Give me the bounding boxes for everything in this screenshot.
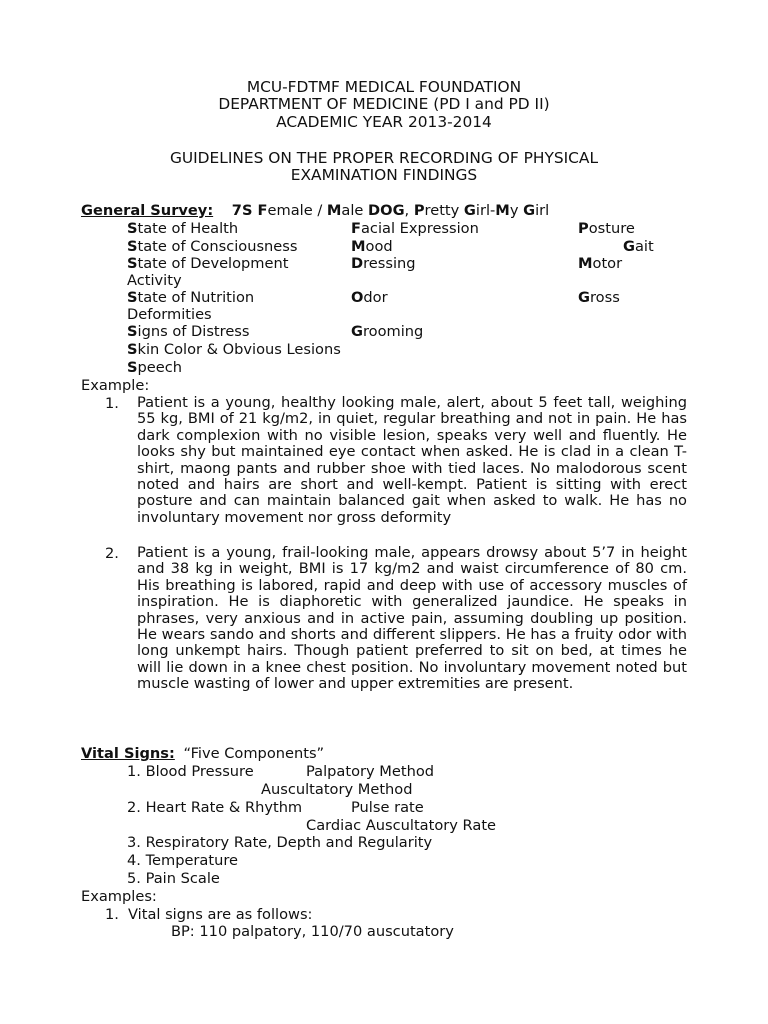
- general-survey-mnemonic: [232, 202, 549, 219]
- vital-heart-rate: 2. Heart Rate & Rhythm: [127, 799, 303, 816]
- survey-item-state-initial: S: [127, 238, 138, 255]
- survey-item-state-rest: tate of Nutrition: [137, 289, 255, 306]
- survey-item-dog-rest: ressing: [363, 255, 416, 272]
- survey-item-dog-initial: G: [351, 323, 363, 340]
- bp-palpatory-method: Palpatory Method: [306, 763, 435, 780]
- mnemonic-part: [232, 202, 327, 219]
- mnemonic-part-rest: retty: [424, 202, 464, 219]
- bp-auscultatory-method: Auscultatory Method: [261, 781, 413, 798]
- survey-item-dog: [351, 323, 423, 340]
- mnemonic-part: [414, 202, 464, 219]
- mnemonic-part-initial: G: [463, 202, 476, 219]
- survey-item-dog-rest: dor: [363, 289, 388, 306]
- mnemonic-part-rest: y: [509, 202, 524, 219]
- mnemonic-part: [495, 202, 523, 219]
- academic-year: ACADEMIC YEAR 2013-2014: [276, 113, 492, 131]
- survey-item-state-initial: S: [127, 341, 138, 358]
- vital-temperature: 4. Temperature: [127, 852, 239, 869]
- survey-item-pgmg-rest: osture: [588, 220, 635, 237]
- survey-item-pgmg: [578, 289, 620, 306]
- example-label: Example:: [81, 377, 150, 394]
- survey-item-state-rest: tate of Development: [137, 255, 289, 272]
- survey-item-dog: [351, 220, 479, 237]
- mnemonic-part-initial: M: [326, 202, 342, 219]
- survey-item-state-initial: S: [127, 255, 138, 272]
- mnemonic-part: [523, 202, 549, 219]
- survey-item-dog: [351, 289, 388, 306]
- survey-item-pgmg-rest: ait: [634, 238, 654, 255]
- example-2-number: 2.: [105, 545, 119, 562]
- survey-item-state-initial: S: [127, 323, 138, 340]
- examples-label: Examples:: [81, 888, 157, 905]
- example-1-number: 1.: [105, 395, 119, 412]
- survey-item-dog-initial: F: [351, 220, 361, 237]
- vital-pain-scale: 5. Pain Scale: [127, 870, 220, 887]
- document-title-line-1: GUIDELINES ON THE PROPER RECORDING OF PHYSICAL: [169, 149, 599, 167]
- vital-blood-pressure: 1. Blood Pressure: [127, 763, 254, 780]
- hr-cardiac-auscultatory-rate: Cardiac Auscultatory Rate: [306, 817, 497, 834]
- survey-item-state-rest: peech: [137, 359, 183, 376]
- survey-item-state-rest: tate of Health: [137, 220, 239, 237]
- mnemonic-part: [327, 202, 368, 219]
- vital-signs-subtitle: “Five Components”: [183, 745, 325, 762]
- survey-item-pgmg-initial: P: [578, 220, 589, 237]
- survey-item-dog-rest: rooming: [362, 323, 424, 340]
- document-title-line-2: EXAMINATION FINDINGS: [290, 166, 478, 184]
- vs-example-bp: BP: 110 palpatory, 110/70 auscutatory: [171, 923, 454, 940]
- survey-item-pgmg-initial: M: [578, 255, 593, 272]
- mnemonic-part: [368, 202, 414, 219]
- survey-item-state-rest: tate of Consciousness: [137, 238, 298, 255]
- survey-item-state: [127, 238, 298, 255]
- survey-item-state: [127, 255, 288, 272]
- survey-item-state-initial: S: [127, 289, 138, 306]
- survey-item-state: [127, 341, 341, 358]
- survey-item-state-initial: S: [127, 220, 138, 237]
- survey-item-pgmg: [578, 220, 635, 237]
- survey-item-dog-initial: D: [351, 255, 364, 272]
- survey-item-pgmg-rest: otor: [592, 255, 623, 272]
- survey-item-pgmg-rest: ross: [589, 289, 620, 306]
- mnemonic-part-rest: irl-: [475, 202, 496, 219]
- survey-item-state: [127, 359, 182, 376]
- general-survey-heading: [81, 202, 549, 219]
- mnemonic-part-initial: M: [495, 202, 510, 219]
- survey-item-pgmg: [623, 238, 654, 255]
- vital-signs-label: Vital Signs:: [81, 745, 175, 762]
- survey-item-dog-initial: O: [351, 289, 364, 306]
- mnemonic-part-rest: ale: [341, 202, 369, 219]
- survey-item-dog-rest: acial Expression: [360, 220, 479, 237]
- survey-item-pgmg-initial: G: [623, 238, 635, 255]
- mnemonic-part-initial: P: [413, 202, 425, 219]
- survey-item-state-rest: igns of Distress: [137, 323, 250, 340]
- survey-item-state: [127, 289, 254, 306]
- survey-item-state: [127, 220, 238, 237]
- hr-pulse-rate: Pulse rate: [351, 799, 424, 816]
- example-1-text: Patient is a young, healthy looking male, alert, about 5 feet tall, weighing 55 kg, BMI of 21 kg/m2, in quiet, regular breathing and not in pain. He has dark complexion with no visible lesion, speaks very well and fluently. He looks shy but maintained eye contact when asked. He is clad in a clean T-shirt, maong pants and rubber shoe with tied laces. No malodorous scent noted and hairs are short and well-kempt. Patient is sitting with erect posture and can maintain balanced gait when asked to walk. He has no involuntary movement nor gross deformity: [137, 394, 687, 526]
- motor-activity-wrap: Activity: [127, 272, 182, 289]
- survey-item-state: [127, 323, 250, 340]
- department-name: DEPARTMENT OF MEDICINE (PD I and PD II): [218, 95, 550, 113]
- mnemonic-part-initial: G: [523, 202, 536, 219]
- survey-item-dog: [351, 238, 393, 255]
- survey-item-state-initial: S: [127, 359, 138, 376]
- gross-deformities-wrap: Deformities: [127, 306, 212, 323]
- mnemonic-part-rest: emale /: [267, 202, 327, 219]
- survey-item-dog: [351, 255, 416, 272]
- mnemonic-part-rest: ,: [404, 202, 414, 219]
- survey-item-pgmg-initial: G: [578, 289, 590, 306]
- survey-item-dog-rest: ood: [365, 238, 393, 255]
- vs-example-number: 1.: [105, 906, 119, 923]
- survey-item-pgmg: [578, 255, 622, 272]
- foundation-name: MCU-FDTMF MEDICAL FOUNDATION: [246, 78, 522, 96]
- vs-example-text: Vital signs are as follows:: [128, 906, 313, 923]
- vital-respiratory-rate: 3. Respiratory Rate, Depth and Regularity: [127, 834, 433, 851]
- general-survey-label: General Survey:: [81, 202, 214, 219]
- mnemonic-part: [464, 202, 495, 219]
- mnemonic-part-rest: irl: [535, 202, 550, 219]
- mnemonic-part-initial: DOG: [368, 202, 405, 219]
- vital-signs-heading: [81, 745, 324, 762]
- mnemonic-part-initial: 7S F: [231, 202, 268, 219]
- example-2-text: Patient is a young, frail-looking male, appears drowsy about 5’7 in height and 38 kg in weight, BMI is 17 kg/m2 and waist circumference of 80 cm. His breathing is labored, rapid and deep with use of accessory muscles of inspiration. He is diaphoretic with generalized jaundice. He speaks in phrases, very anxious and in active pain, assuming doubling up position. He wears sando and shorts and different slippers. He has a fruity odor with long unkempt hairs. Though patient preferred to sit on bed, at times he will lie down in a knee chest position. No involuntary movement noted but muscle wasting of lower and upper extremities are present.: [137, 544, 687, 693]
- survey-item-state-rest: kin Color & Obvious Lesions: [137, 341, 341, 358]
- survey-item-dog-initial: M: [351, 238, 366, 255]
